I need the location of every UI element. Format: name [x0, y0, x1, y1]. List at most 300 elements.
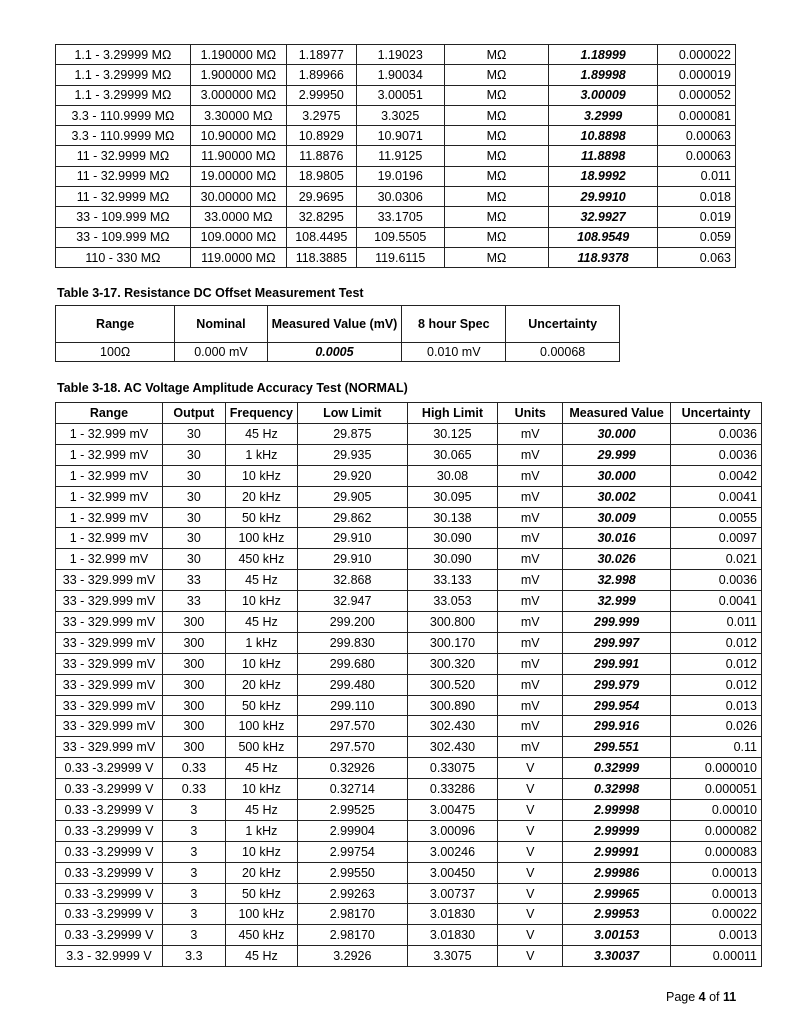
table-row [56, 528, 762, 549]
table-cell: mV [498, 653, 563, 674]
table-cell: 0.32999 [563, 758, 671, 779]
table-cell: 32.9927 [549, 207, 658, 227]
table-cell: mV [498, 632, 563, 653]
table-cell: 2.99986 [563, 862, 671, 883]
table-row [56, 166, 736, 186]
table-cell: V [498, 820, 563, 841]
table-cell: 299.200 [298, 612, 408, 633]
table-cell: 3.3 - 110.9999 MΩ [56, 126, 191, 146]
table-cell: mV [498, 695, 563, 716]
table-row [56, 444, 762, 465]
table-cell: 100 kHz [225, 716, 297, 737]
table-cell: 11.9125 [356, 146, 444, 166]
table-cell: 300.170 [407, 632, 498, 653]
table-cell: MΩ [444, 146, 549, 166]
table-cell: mV [498, 549, 563, 570]
table-cell: 1.18999 [549, 45, 658, 65]
table-cell: 450 kHz [225, 549, 297, 570]
table-cell: 1 - 32.999 mV [56, 424, 163, 445]
table-cell: mV [498, 444, 563, 465]
table-cell: 30.065 [407, 444, 498, 465]
table-cell: 30 [162, 528, 225, 549]
table-cell: 30 [162, 549, 225, 570]
table-cell: 297.570 [298, 737, 408, 758]
table-cell: 50 kHz [225, 883, 297, 904]
table-cell: 29.910 [298, 528, 408, 549]
table-cell: 20 kHz [225, 862, 297, 883]
table-cell: 450 kHz [225, 925, 297, 946]
table-cell: 30.026 [563, 549, 671, 570]
table-cell: 3.00051 [356, 85, 444, 105]
column-header: Range [56, 306, 175, 343]
column-header: Nominal [175, 306, 267, 343]
table-cell: 33 - 329.999 mV [56, 674, 163, 695]
table-cell: 19.0196 [356, 166, 444, 186]
table-cell: 30.095 [407, 486, 498, 507]
table-cell: 30.009 [563, 507, 671, 528]
table-cell: mV [498, 591, 563, 612]
table-cell: 0.000 mV [175, 343, 267, 362]
table-row [56, 549, 762, 570]
table-cell: 10 kHz [225, 465, 297, 486]
table-cell: V [498, 800, 563, 821]
table-3-18-caption: Table 3-18. AC Voltage Amplitude Accuracy Test (NORMAL) [57, 381, 408, 395]
table-cell: 0.000052 [658, 85, 736, 105]
table-cell: 32.998 [563, 570, 671, 591]
table-cell: 100Ω [56, 343, 175, 362]
table-row [56, 486, 762, 507]
table-cell: 3.2999 [549, 105, 658, 125]
table-cell: 29.920 [298, 465, 408, 486]
table-cell: MΩ [444, 247, 549, 267]
table-cell: 3 [162, 800, 225, 821]
table-cell: 0.00022 [671, 904, 762, 925]
table-cell: 118.3885 [286, 247, 356, 267]
table-row [56, 695, 762, 716]
table-cell: 3.00096 [407, 820, 498, 841]
table-cell: 3.30037 [563, 946, 671, 967]
table-cell: 0.000083 [671, 841, 762, 862]
table-cell: 30.000 [563, 465, 671, 486]
table-cell: 32.947 [298, 591, 408, 612]
table-cell: 0.012 [671, 674, 762, 695]
table-cell: 0.33 -3.29999 V [56, 820, 163, 841]
table-cell: 0.012 [671, 632, 762, 653]
table-row [56, 570, 762, 591]
table-cell: 0.00063 [658, 146, 736, 166]
table-cell: 1.19023 [356, 45, 444, 65]
column-header: Measured Value [563, 403, 671, 424]
table-cell: 10 kHz [225, 653, 297, 674]
table-cell: 109.5505 [356, 227, 444, 247]
column-header: 8 hour Spec [402, 306, 506, 343]
column-header: Uncertainty [506, 306, 620, 343]
table-cell: 299.830 [298, 632, 408, 653]
table-cell: 10.90000 MΩ [190, 126, 286, 146]
table-row [56, 716, 762, 737]
table-cell: 20 kHz [225, 486, 297, 507]
table-cell: 0.33 [162, 758, 225, 779]
table-cell: 3.3 - 110.9999 MΩ [56, 105, 191, 125]
table-cell: 0.0036 [671, 424, 762, 445]
table-cell: 10 kHz [225, 841, 297, 862]
table-cell: MΩ [444, 126, 549, 146]
table-cell: 3 [162, 904, 225, 925]
table-cell: 300 [162, 653, 225, 674]
table-cell: 11 - 32.9999 MΩ [56, 146, 191, 166]
table-cell: 2.99904 [298, 820, 408, 841]
table-cell: 1 - 32.999 mV [56, 486, 163, 507]
table-cell: 29.875 [298, 424, 408, 445]
table-row [56, 946, 762, 967]
table-cell: 45 Hz [225, 946, 297, 967]
table-cell: 299.480 [298, 674, 408, 695]
table-cell: 0.33 -3.29999 V [56, 925, 163, 946]
table-row [56, 424, 762, 445]
table-row [56, 247, 736, 267]
table-cell: mV [498, 716, 563, 737]
table-cell: MΩ [444, 227, 549, 247]
table-cell: MΩ [444, 85, 549, 105]
table-cell: 0.0036 [671, 444, 762, 465]
table-cell: 299.680 [298, 653, 408, 674]
table-cell: 33.133 [407, 570, 498, 591]
table-cell: 2.99550 [298, 862, 408, 883]
table-cell: 50 kHz [225, 507, 297, 528]
table-cell: 3.00246 [407, 841, 498, 862]
table-cell: 0.000010 [671, 758, 762, 779]
table-row [56, 591, 762, 612]
table-cell: 33 - 329.999 mV [56, 632, 163, 653]
table-cell: 0.0041 [671, 591, 762, 612]
table-cell: 18.9992 [549, 166, 658, 186]
table-cell: 29.999 [563, 444, 671, 465]
table-cell: MΩ [444, 45, 549, 65]
table-row [56, 841, 762, 862]
table-row [56, 465, 762, 486]
table-cell: 0.0005 [267, 343, 402, 362]
table-cell: V [498, 904, 563, 925]
table-cell: 1.900000 MΩ [190, 65, 286, 85]
table-cell: 0.33 -3.29999 V [56, 862, 163, 883]
table-cell: 1 - 32.999 mV [56, 465, 163, 486]
table-cell: 33 - 329.999 mV [56, 716, 163, 737]
table-cell: 0.33 -3.29999 V [56, 883, 163, 904]
table-cell: 0.018 [658, 187, 736, 207]
table-cell: 11.90000 MΩ [190, 146, 286, 166]
table-cell: 2.99263 [298, 883, 408, 904]
table-cell: V [498, 883, 563, 904]
table-cell: 0.059 [658, 227, 736, 247]
table-cell: 500 kHz [225, 737, 297, 758]
table-row [56, 507, 762, 528]
table-cell: mV [498, 528, 563, 549]
page-prefix: Page [666, 990, 699, 1004]
table-cell: 0.32926 [298, 758, 408, 779]
page-total: 11 [723, 990, 737, 1004]
table-cell: 11 - 32.9999 MΩ [56, 166, 191, 186]
table-cell: 0.32714 [298, 779, 408, 800]
table-row [56, 653, 762, 674]
table-cell: 33 - 329.999 mV [56, 695, 163, 716]
table-cell: 302.430 [407, 716, 498, 737]
table-cell: 29.9695 [286, 187, 356, 207]
table-cell: 1 kHz [225, 444, 297, 465]
table-cell: 30 [162, 486, 225, 507]
table-cell: mV [498, 612, 563, 633]
table-cell: 0.33075 [407, 758, 498, 779]
table-cell: MΩ [444, 207, 549, 227]
page-number [666, 990, 736, 1004]
table-row [56, 820, 762, 841]
table-cell: 33 - 329.999 mV [56, 653, 163, 674]
table-cell: 30.090 [407, 528, 498, 549]
dc-offset-table [55, 305, 620, 362]
table-cell: 0.000019 [658, 65, 736, 85]
table-cell: 299.979 [563, 674, 671, 695]
table-cell: 300 [162, 632, 225, 653]
table-cell: 30.125 [407, 424, 498, 445]
table-cell: 1 kHz [225, 820, 297, 841]
table-cell: 29.910 [298, 549, 408, 570]
table-cell: 1.18977 [286, 45, 356, 65]
table-cell: 0.013 [671, 695, 762, 716]
table-cell: 30.090 [407, 549, 498, 570]
table-cell: 0.33 -3.29999 V [56, 779, 163, 800]
table-cell: 0.011 [671, 612, 762, 633]
table-cell: 30 [162, 424, 225, 445]
table-cell: 0.33 -3.29999 V [56, 800, 163, 821]
table-cell: V [498, 779, 563, 800]
table-cell: 30.08 [407, 465, 498, 486]
table-cell: 45 Hz [225, 570, 297, 591]
table-cell: 30 [162, 444, 225, 465]
table-cell: 33 - 329.999 mV [56, 612, 163, 633]
table-row [56, 737, 762, 758]
table-cell: 300.520 [407, 674, 498, 695]
table-cell: 45 Hz [225, 424, 297, 445]
table-cell: 0.32998 [563, 779, 671, 800]
table-cell: 30.00000 MΩ [190, 187, 286, 207]
table-cell: 1 - 32.999 mV [56, 528, 163, 549]
table-cell: 0.11 [671, 737, 762, 758]
table-cell: 0.011 [658, 166, 736, 186]
table-cell: 1 - 32.999 mV [56, 507, 163, 528]
table-row [56, 800, 762, 821]
table-cell: 108.4495 [286, 227, 356, 247]
table-cell: 110 - 330 MΩ [56, 247, 191, 267]
table-row [56, 45, 736, 65]
table-cell: 0.33 -3.29999 V [56, 841, 163, 862]
table-cell: mV [498, 737, 563, 758]
table-cell: 0.33 -3.29999 V [56, 758, 163, 779]
table-cell: 3.2975 [286, 105, 356, 125]
table-cell: V [498, 946, 563, 967]
table-cell: 300.800 [407, 612, 498, 633]
table-cell: 1.1 - 3.29999 MΩ [56, 85, 191, 105]
column-header: Low Limit [298, 403, 408, 424]
table-cell: 11.8876 [286, 146, 356, 166]
table-cell: 300 [162, 695, 225, 716]
table-cell: 0.33 -3.29999 V [56, 904, 163, 925]
table-cell: 0.00010 [671, 800, 762, 821]
table-cell: 29.935 [298, 444, 408, 465]
table-row [56, 862, 762, 883]
table-cell: 1.1 - 3.29999 MΩ [56, 65, 191, 85]
table-cell: 18.9805 [286, 166, 356, 186]
page-current: 4 [698, 990, 706, 1004]
table-cell: MΩ [444, 105, 549, 125]
table-cell: 299.551 [563, 737, 671, 758]
table-cell: 0.000022 [658, 45, 736, 65]
table-cell: 32.868 [298, 570, 408, 591]
table-cell: 299.991 [563, 653, 671, 674]
table-cell: 0.026 [671, 716, 762, 737]
table-cell: 10.9071 [356, 126, 444, 146]
table-cell: 3.00153 [563, 925, 671, 946]
table-cell: mV [498, 424, 563, 445]
table-cell: 0.00063 [658, 126, 736, 146]
table-cell: mV [498, 465, 563, 486]
table-cell: 33 - 329.999 mV [56, 570, 163, 591]
table-row [56, 343, 620, 362]
table-cell: 3.01830 [407, 904, 498, 925]
table-cell: 0.0055 [671, 507, 762, 528]
table-row [56, 632, 762, 653]
table-cell: 30 [162, 507, 225, 528]
table-cell: mV [498, 486, 563, 507]
table-cell: 0.019 [658, 207, 736, 227]
table-cell: 0.021 [671, 549, 762, 570]
table-row [56, 612, 762, 633]
table-cell: 30.016 [563, 528, 671, 549]
table-cell: 3.3025 [356, 105, 444, 125]
table-cell: 3 [162, 820, 225, 841]
table-cell: mV [498, 674, 563, 695]
table-cell: 0.063 [658, 247, 736, 267]
table-cell: 45 Hz [225, 758, 297, 779]
table-cell: mV [498, 570, 563, 591]
ac-voltage-accuracy-table [55, 402, 762, 967]
table-cell: 0.000082 [671, 820, 762, 841]
column-header: Range [56, 403, 163, 424]
table-row [56, 65, 736, 85]
table-cell: V [498, 841, 563, 862]
table-cell: 33.1705 [356, 207, 444, 227]
table-row [56, 674, 762, 695]
table-cell: 100 kHz [225, 904, 297, 925]
table-cell: V [498, 758, 563, 779]
table-cell: MΩ [444, 65, 549, 85]
table-cell: 1.89966 [286, 65, 356, 85]
table-cell: 11.8898 [549, 146, 658, 166]
table-cell: V [498, 862, 563, 883]
table-cell: 10.8898 [549, 126, 658, 146]
table-cell: 3 [162, 862, 225, 883]
resistance-accuracy-table [55, 44, 736, 268]
table-cell: 33 [162, 570, 225, 591]
table-cell: 3.00737 [407, 883, 498, 904]
table-cell: 0.010 mV [402, 343, 506, 362]
table-cell: 20 kHz [225, 674, 297, 695]
table-cell: 29.862 [298, 507, 408, 528]
table-cell: 3.2926 [298, 946, 408, 967]
table-cell: 0.00013 [671, 883, 762, 904]
table-cell: 1.190000 MΩ [190, 45, 286, 65]
table-cell: 29.9910 [549, 187, 658, 207]
table-cell: 1 - 32.999 mV [56, 444, 163, 465]
table-cell: 33 [162, 591, 225, 612]
table-cell: 119.6115 [356, 247, 444, 267]
table-cell: 0.0036 [671, 570, 762, 591]
table-cell: 33 - 109.999 MΩ [56, 207, 191, 227]
table-cell: 3.01830 [407, 925, 498, 946]
table-cell: 30.002 [563, 486, 671, 507]
table-cell: 30.000 [563, 424, 671, 445]
table-cell: 3.00009 [549, 85, 658, 105]
table-cell: 3.00450 [407, 862, 498, 883]
table-cell: 302.430 [407, 737, 498, 758]
table-cell: 45 Hz [225, 800, 297, 821]
table-cell: 119.0000 MΩ [190, 247, 286, 267]
table-cell: 3.3 - 32.9999 V [56, 946, 163, 967]
table-cell: 2.99998 [563, 800, 671, 821]
table-cell: 3.000000 MΩ [190, 85, 286, 105]
column-header: Frequency [225, 403, 297, 424]
table-cell: 3 [162, 841, 225, 862]
table-cell: 32.8295 [286, 207, 356, 227]
table-cell: mV [498, 507, 563, 528]
column-header: High Limit [407, 403, 498, 424]
table-row [56, 105, 736, 125]
table-cell: 2.99991 [563, 841, 671, 862]
table-cell: 2.99525 [298, 800, 408, 821]
table-cell: 0.00013 [671, 862, 762, 883]
table-cell: 19.00000 MΩ [190, 166, 286, 186]
table-cell: 299.916 [563, 716, 671, 737]
table-cell: 118.9378 [549, 247, 658, 267]
table-cell: 10.8929 [286, 126, 356, 146]
table-cell: 299.997 [563, 632, 671, 653]
table-cell: 0.012 [671, 653, 762, 674]
table-cell: 297.570 [298, 716, 408, 737]
column-header: Measured Value (mV) [267, 306, 402, 343]
table-cell: 300 [162, 716, 225, 737]
table-cell: 10 kHz [225, 591, 297, 612]
table-cell: 1.1 - 3.29999 MΩ [56, 45, 191, 65]
table-cell: 30 [162, 465, 225, 486]
page-sep: of [705, 990, 723, 1004]
table-cell: 3.00475 [407, 800, 498, 821]
table-row [56, 146, 736, 166]
table-cell: 0.00068 [506, 343, 620, 362]
table-row [56, 85, 736, 105]
table-cell: 45 Hz [225, 612, 297, 633]
table-3-17-caption: Table 3-17. Resistance DC Offset Measurement Test [57, 286, 364, 300]
table-cell: 299.999 [563, 612, 671, 633]
table-cell: 33 - 329.999 mV [56, 591, 163, 612]
table-cell: 0.0097 [671, 528, 762, 549]
table-row [56, 758, 762, 779]
table-cell: 0.000051 [671, 779, 762, 800]
table-row [56, 126, 736, 146]
table-cell: 1 kHz [225, 632, 297, 653]
table-row [56, 779, 762, 800]
table-cell: 33 - 329.999 mV [56, 737, 163, 758]
table-cell: 300 [162, 674, 225, 695]
table-cell: 33 - 109.999 MΩ [56, 227, 191, 247]
table-cell: 3.30000 MΩ [190, 105, 286, 125]
